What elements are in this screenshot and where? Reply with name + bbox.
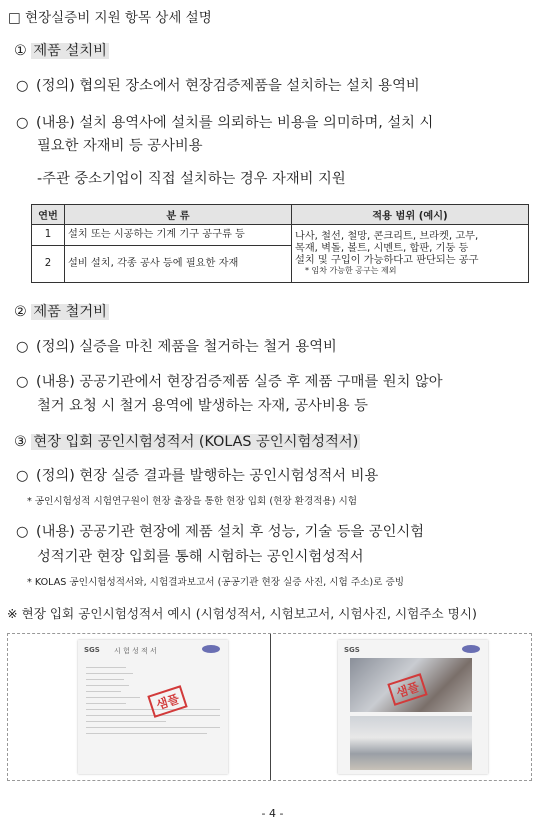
scope-line: 목재, 벽돌, 볼트, 시멘트, 합판, 기둥 등 (295, 243, 469, 255)
spec-table (31, 204, 529, 283)
content-line (16, 115, 433, 133)
scope-line: 설치 및 구입이 가능하다고 판단되는 공구 (295, 254, 479, 266)
footnote: * KOLAS 공인시험성적서와, 시험결과보고서 (공공기관 현장 실증 사진, 시험 주소)로 증빙 (27, 577, 404, 588)
doc-title: □ 현장실증비 지원 항목 상세 설명 (8, 10, 212, 26)
section-heading-2 (14, 304, 109, 322)
seal-icon (462, 645, 480, 653)
section-heading-1 (14, 43, 109, 61)
definition-text: (정의) 실증을 마친 제품을 철거하는 철거 용역비 (36, 339, 337, 355)
cell-category: 설비 설치, 각종 공사 등에 필요한 자재 (65, 246, 292, 283)
content-line (16, 524, 424, 542)
circle-bullet-icon: ○ (16, 524, 29, 540)
heading-text: 제품 철거비 (33, 304, 107, 320)
definition-line (16, 78, 420, 96)
circle-bullet-icon: ○ (16, 115, 29, 131)
content-line-2: 필요한 자재비 등 공사비용 (37, 138, 203, 154)
sample-stamp: 샘플 (387, 673, 428, 706)
test-photo-image (338, 640, 488, 774)
scope-note: * 임차 가능한 공구는 제외 (305, 266, 397, 276)
divider (270, 634, 271, 780)
footnote: * 공인시험성적 시험연구원이 현장 출장을 통한 현장 입회 (현장 환경적용) 시험 (27, 496, 358, 507)
cell-category: 설치 또는 시공하는 기계 기구 공구류 등 (65, 225, 292, 246)
brand-logo: SGS (344, 646, 360, 654)
circle-bullet-icon: ○ (16, 78, 29, 94)
definition-line (16, 468, 378, 486)
content-text: (내용) 공공기관 현장에 제품 설치 후 성능, 기술 등을 공인시험 (36, 524, 425, 540)
example-images-panel (7, 633, 532, 781)
definition-line (16, 339, 337, 357)
scope-line: 나사, 철선, 철망, 콘크리트, 브라켓, 고무, (295, 231, 479, 243)
content-text: (내용) 설치 용역사에 설치를 의뢰하는 비용을 의미하며, 설치 시 (36, 115, 434, 131)
heading-text: 제품 설치비 (33, 43, 107, 59)
brand-logo: SGS (84, 646, 100, 654)
content-line (16, 374, 443, 392)
seal-icon (202, 645, 220, 653)
section-heading-3 (14, 434, 360, 452)
example-caption: ※ 현장 입회 공인시험성적서 예시 (시험성적서, 시험보고서, 시험사진, 시험주소 명시) (7, 606, 477, 621)
content-line-2: 철거 요청 시 철거 용역에 발생하는 자재, 공사비용 등 (37, 398, 368, 414)
col-header-scope: 적용 범위 (예시) (292, 205, 529, 225)
definition-text: (정의) 협의된 장소에서 현장검증제품을 설치하는 설치 용역비 (36, 78, 420, 94)
col-header-category: 분 류 (65, 205, 292, 225)
definition-text: (정의) 현장 실증 결과를 발행하는 공인시험성적서 비용 (36, 468, 379, 484)
report-title: 시 험 성 적 서 (114, 647, 157, 655)
content-line-2: 성적기관 현장 입회를 통해 시험하는 공인시험성적서 (37, 549, 364, 565)
cell-no: 2 (32, 246, 65, 283)
sub-note: -주관 중소기업이 직접 설치하는 경우 자재비 지원 (37, 171, 346, 187)
heading-text: 현장 입회 공인시험성적서 (KOLAS 공인시험성적서) (33, 434, 359, 450)
sample-stamp: 샘플 (147, 685, 188, 718)
table-header-row (32, 205, 529, 225)
cell-no: 1 (32, 225, 65, 246)
circle-bullet-icon: ○ (16, 339, 29, 355)
circle-bullet-icon: ○ (16, 468, 29, 484)
site-photo (350, 716, 472, 770)
col-header-no: 연번 (32, 205, 65, 225)
table-row (32, 225, 529, 246)
cell-scope (292, 225, 529, 283)
heading-number: ① (14, 43, 27, 59)
page-number: - 4 - (261, 807, 284, 820)
circle-bullet-icon: ○ (16, 374, 29, 390)
heading-number: ② (14, 304, 27, 320)
content-text: (내용) 공공기관에서 현장검증제품 실증 후 제품 구매를 원치 않아 (36, 374, 443, 390)
heading-number: ③ (14, 434, 27, 450)
test-report-image (78, 640, 228, 774)
